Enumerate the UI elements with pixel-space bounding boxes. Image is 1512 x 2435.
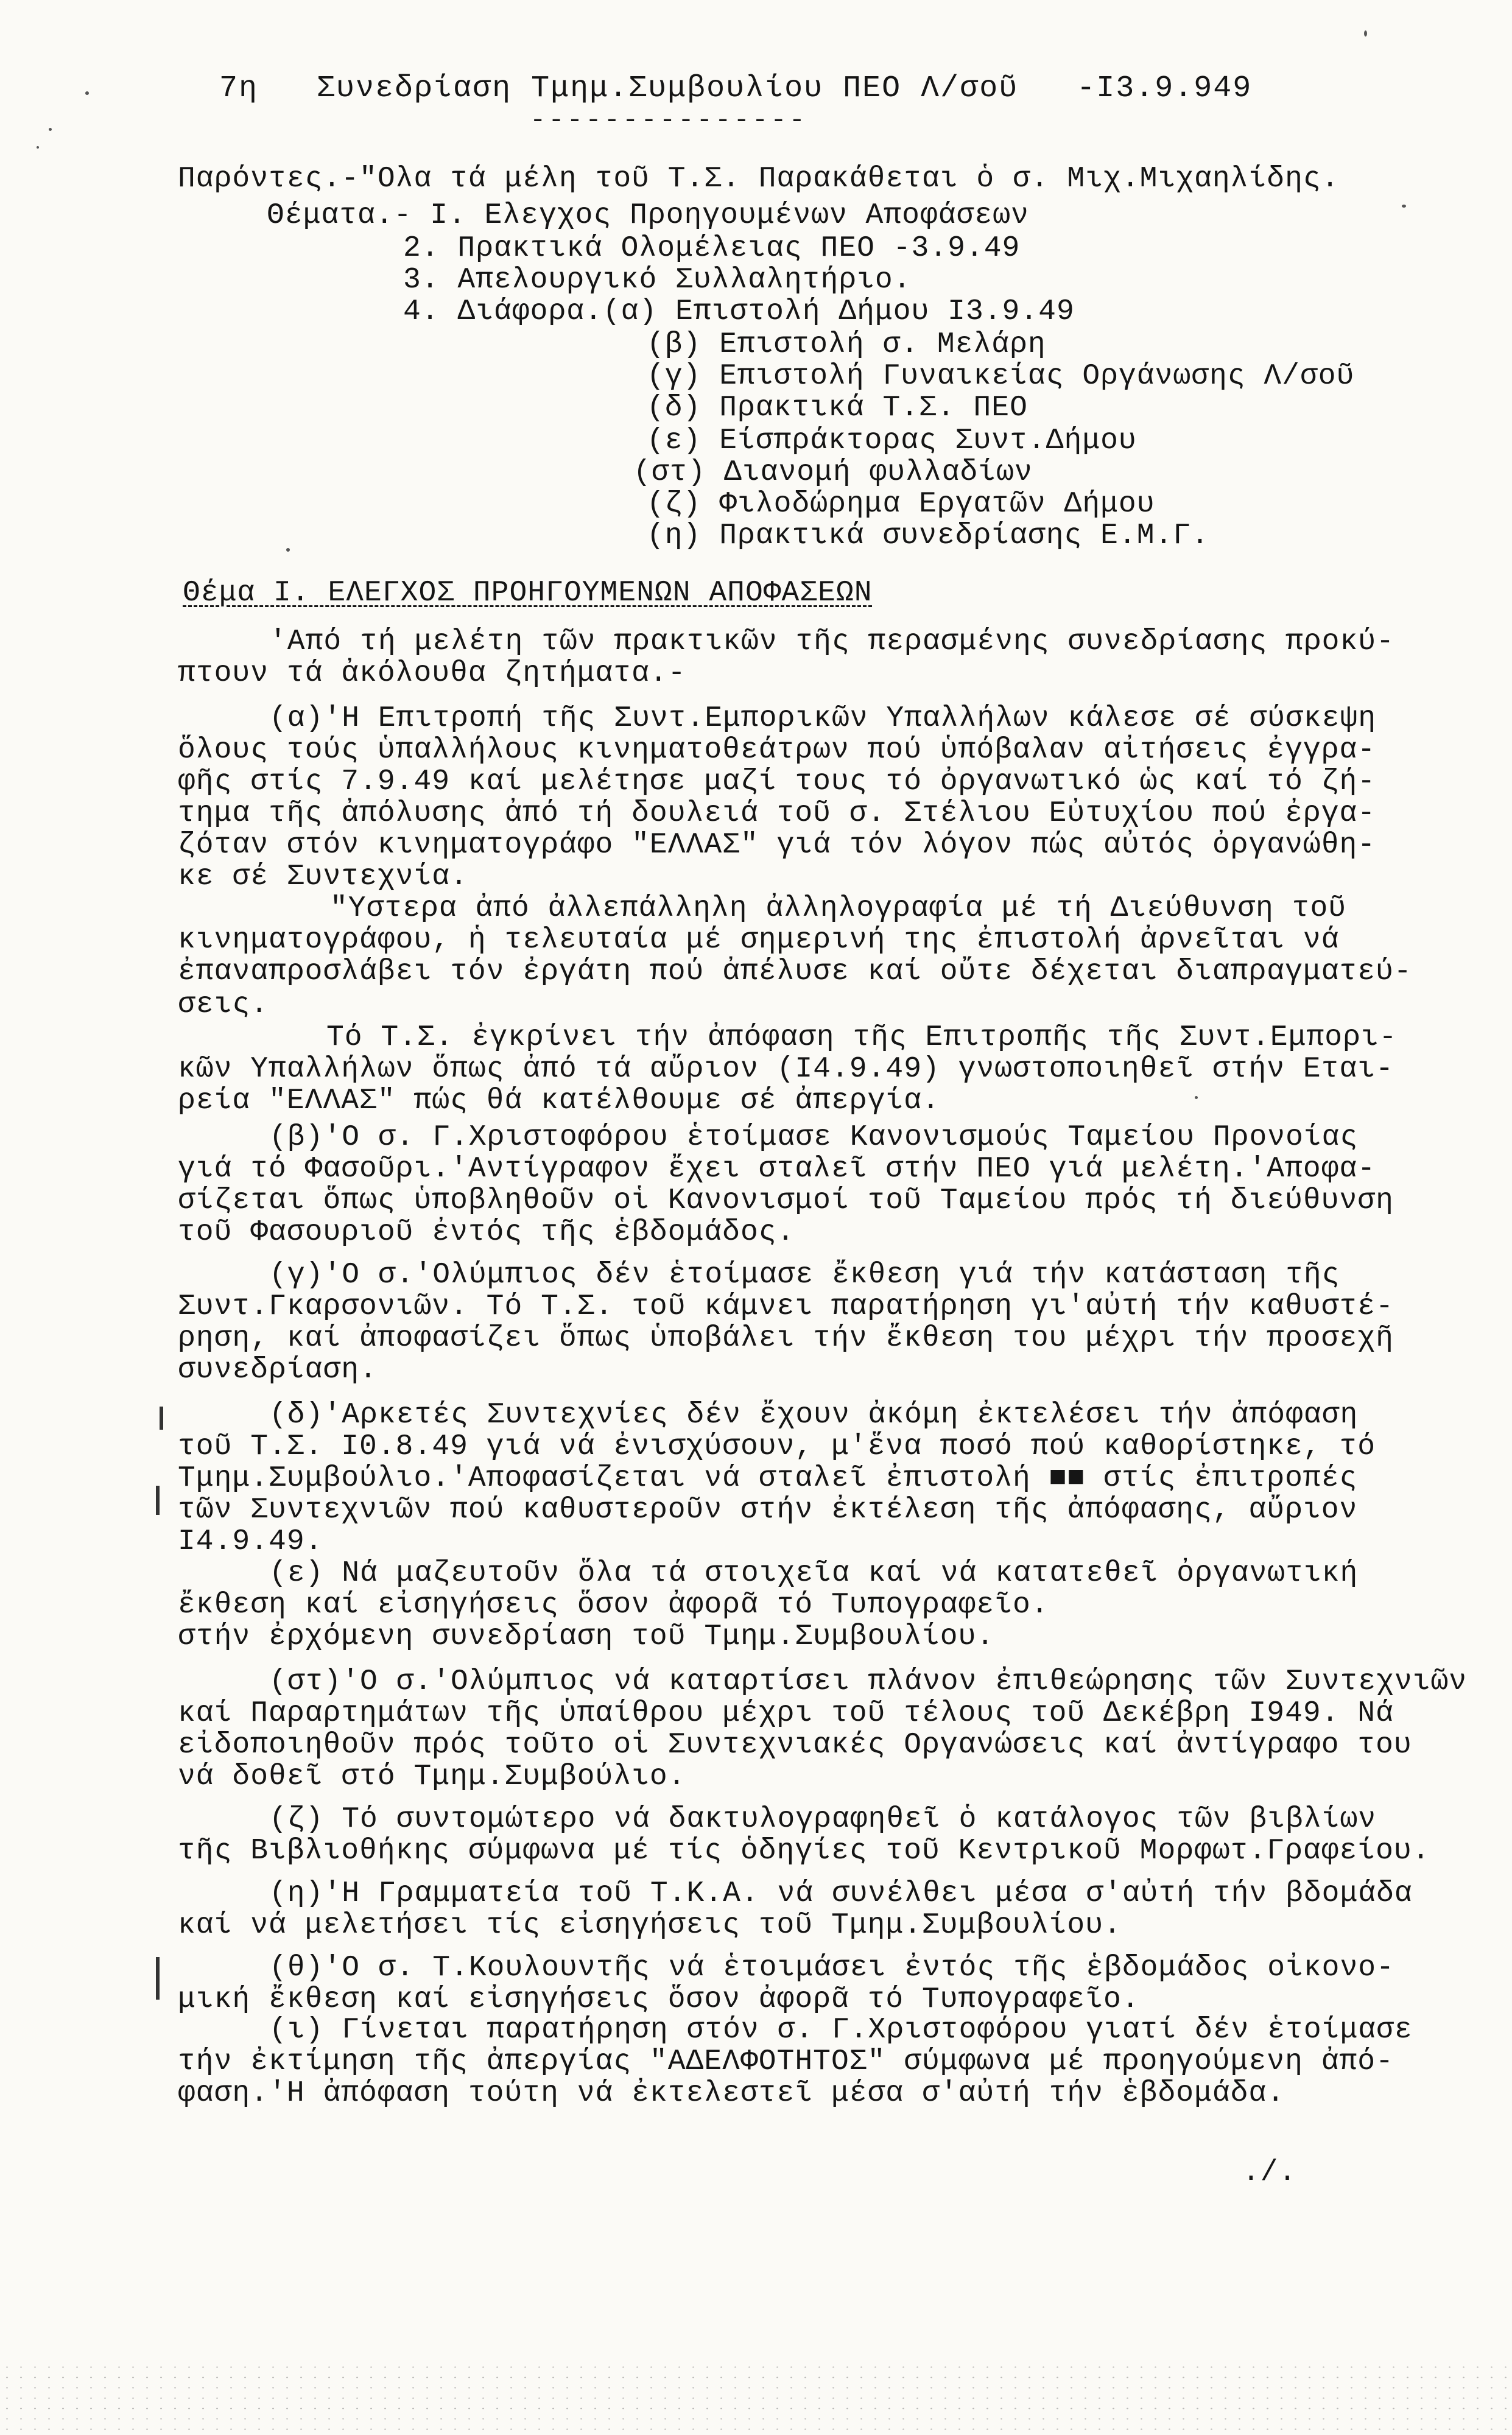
margin-mark (156, 1957, 160, 2000)
scan-speck (49, 128, 52, 131)
body-line: (ι) Γίνεται παρατήρηση στόν σ. Γ.Χριστοφόρου γιατί δέν ἑτοίμασε (269, 2014, 1413, 2047)
agenda-subitem-h: (η) Πρακτικά συνεδρίασης Ε.Μ.Γ. (647, 519, 1209, 552)
body-line: ἔκθεση καί εἰσηγήσεις ὅσον ἀφορᾶ τό Τυπογραφεῖο. (178, 1589, 1049, 1622)
scan-speck (1402, 205, 1406, 208)
body-line: συνεδρίαση. (178, 1354, 378, 1386)
agenda-subitem-st: (στ) Διανομή φυλλαδίων (633, 456, 1033, 489)
body-line: 'Από τή μελέτη τῶν πρακτικῶν τῆς περασμένης συνεδρίασης προκύ- (269, 625, 1394, 658)
attendees-line: Παρόντες.-"Ολα τά μέλη τοῦ Τ.Σ. Παρακάθεται ὁ σ. Μιχ.Μιχαηλίδης. (178, 163, 1340, 195)
body-line: τήν ἐκτίμηση τῆς ἀπεργίας "ΑΔΕΛΦΟΤΗΤΟΣ" σύμφωνα μέ προηγούμενη ἀπό- (178, 2045, 1394, 2078)
body-line: στήν ἐρχόμενη συνεδρίαση τοῦ Τμημ.Συμβουλίου. (178, 1620, 995, 1653)
scan-speck (37, 146, 39, 149)
body-line: (β)'Ο σ. Γ.Χριστοφόρου ἑτοίμασε Κανονισμούς Ταμείου Προνοίας (269, 1121, 1359, 1154)
agenda-subitem-g: (γ) Επιστολή Γυναικείας Οργάνωσης Λ/σοῦ (647, 360, 1355, 393)
body-line: φῆς στίς 7.9.49 καί μελέτησε μαζί τους τό ὀργανωτικό ὡς καί τό ζή- (178, 765, 1376, 798)
body-line: σεις. (178, 988, 269, 1021)
scan-speck (1195, 1096, 1198, 1099)
agenda-item-4: 4. Διάφορα.(α) Επιστολή Δήμου Ι3.9.49 (403, 295, 1075, 328)
body-line: τοῦ Φασουριοῦ ἐντός τῆς ἑβδομάδος. (178, 1216, 795, 1249)
agenda-subitem-z: (ζ) Φιλοδώρημα Εργατῶν Δήμου (647, 488, 1155, 521)
body-line: εἰδοποιηθοῦν πρός τοῦτο οἱ Συντεχνιακές Οργανώσεις καί ἀντίγραφο του (178, 1729, 1412, 1762)
body-line: Τμημ.Συμβούλιο.'Αποφασίζεται νά σταλεῖ ἐπιστολή ■■ στίς ἐπιτροπές (178, 1462, 1358, 1495)
body-line: τῶν Συντεχνιῶν πού καθυστεροῦν στήν ἐκτέλεση τῆς ἀπόφασης, αὔριον (178, 1494, 1358, 1527)
body-line: (η)'Η Γραμματεία τοῦ Τ.Κ.Α. νά συνέλθει μέσα σ'αὐτή τήν βδομάδα (269, 1877, 1413, 1910)
section-heading: Θέμα Ι. ΕΛΕΓΧΟΣ ΠΡΟΗΓΟΥΜΕΝΩΝ ΑΠΟΦΑΣΕΩΝ (183, 577, 873, 610)
body-line: κινηματογράφου, ἡ τελευταία μέ σημερινή της ἐπιστολή ἀρνεῖται νά (178, 924, 1340, 957)
body-line: γιά τό Φασοῦρι.'Αντίγραφον ἔχει σταλεῖ στήν ΠΕΟ γιά μελέτη.'Αποφα- (178, 1153, 1376, 1186)
body-line: (στ)'Ο σ.'Ολύμπιος νά καταρτίσει πλάνον ἐπιθεώρησης τῶν Συντεχνιῶν (269, 1665, 1468, 1698)
body-line: Συντ.Γκαρσονιῶν. Τό Τ.Σ. τοῦ κάμνει παρατήρηση γι'αὐτή τήν καθυστέ- (178, 1290, 1394, 1323)
body-line: τοῦ Τ.Σ. Ι0.8.49 γιά νά ἐνισχύσουν, μ'ἕνα ποσό πού καθορίστηκε, τό (178, 1430, 1376, 1463)
body-line: κῶν Υπαλλήλων ὅπως ἀπό τά αὔριον (Ι4.9.49) γνωστοποιηθεῖ στήν Εται- (178, 1053, 1394, 1086)
margin-mark (156, 1486, 160, 1515)
body-line: ὅλους τούς ὑπαλλήλους κινηματοθεάτρων πού ὑπόβαλαν αἰτήσεις ἐγγρα- (178, 734, 1376, 767)
body-line: (ζ) Τό συντομώτερο νά δακτυλογραφηθεῖ ὁ κατάλογος τῶν βιβλίων (269, 1803, 1377, 1836)
body-line: φαση.'Η ἀπόφαση τούτη νά ἐκτελεστεῖ μέσα σ'αὐτή τήν ἑβδομάδα. (178, 2077, 1285, 2110)
body-line: καί νά μελετήσει τίς εἰσηγήσεις τοῦ Τμημ.Συμβουλίου. (178, 1909, 1122, 1942)
scan-speck (85, 91, 89, 95)
agenda-heading: Θέματα.- Ι. Ελεγχος Προηγουμένων Αποφάσεων (267, 199, 1029, 232)
body-line: (ε) Νά μαζευτοῦν ὅλα τά στοιχεῖα καί νά κατατεθεῖ ὀργανωτική (269, 1557, 1359, 1590)
body-line: (α)'Η Επιτροπή τῆς Συντ.Εμπορικῶν Υπαλλήλων κάλεσε σέ σύσκεψη (269, 702, 1377, 735)
agenda-item-3: 3. Απελουργικό Συλλαλητήριο. (403, 264, 912, 297)
body-line: ρηση, καί ἀποφασίζει ὅπως ὑποβάλει τήν ἔκθεση του μέχρι τήν προσεχῆ (178, 1322, 1394, 1355)
scan-noise-strip (0, 2362, 1512, 2435)
closing-mark: ./. (1242, 2156, 1297, 2189)
scan-speck (286, 548, 290, 552)
body-line: σίζεται ὅπως ὑποβληθοῦν οἱ Κανονισμοί τοῦ Ταμείου πρός τή διεύθυνση (178, 1184, 1394, 1217)
header-rule: --------------- (530, 105, 808, 136)
body-line: (θ)'Ο σ. Τ.Κουλουντῆς νά ἑτοιμάσει ἐντός τῆς ἑβδομάδος οἰκονο- (269, 1952, 1394, 1984)
document-header: 7η Συνεδρίαση Τμημ.Συμβουλίου ΠΕΟ Λ/σοῦ -Ι3.9.949 (219, 71, 1253, 106)
body-line: Ι4.9.49. (178, 1525, 323, 1558)
agenda-subitem-d: (δ) Πρακτικά Τ.Σ. ΠΕΟ (647, 392, 1028, 424)
body-line: καί Παραρτημάτων τῆς ὑπαίθρου μέχρι τοῦ τέλους τοῦ Δεκέβρη Ι949. Νά (178, 1697, 1394, 1730)
body-line: πτουν τά ἀκόλουθα ζητήματα.- (178, 657, 686, 690)
body-line: νά δοθεῖ στό Τμημ.Συμβούλιο. (178, 1760, 686, 1793)
body-line: μική ἔκθεση καί εἰσηγήσεις ὅσον ἀφορᾶ τό Τυπογραφεῖο. (178, 1983, 1140, 2016)
body-line: τῆς Βιβλιοθήκης σύμφωνα μέ τίς ὁδηγίες τοῦ Κεντρικοῦ Μορφωτ.Γραφείου. (178, 1835, 1430, 1868)
margin-mark (160, 1407, 163, 1430)
agenda-item-2: 2. Πρακτικά Ολομέλειας ΠΕΟ -3.9.49 (403, 232, 1021, 265)
agenda-subitem-b: (β) Επιστολή σ. Μελάρη (647, 328, 1046, 361)
body-line: κε σέ Συντεχνία. (178, 860, 468, 893)
body-line: Τό Τ.Σ. ἐγκρίνει τήν ἀπόφαση τῆς Επιτροπῆς τῆς Συντ.Εμπορι- (326, 1021, 1398, 1054)
agenda-subitem-e: (ε) Είσπράκτορας Συντ.Δήμου (647, 424, 1137, 457)
scan-speck (1364, 30, 1367, 37)
body-line: "Υστερα ἀπό ἀλλεπάλληλη ἀλληλογραφία μέ τή Διεύθυνση τοῦ (330, 892, 1347, 925)
body-line: ρεία "ΕΛΛΑΣ" πώς θά κατέλθουμε σέ ἀπεργία. (178, 1084, 940, 1117)
body-line: ζόταν στόν κινηματογράφο "ΕΛΛΑΣ" γιά τόν λόγον πώς αὐτός ὀργανώθη- (178, 829, 1376, 862)
body-line: τημα τῆς ἀπόλυσης ἀπό τή δουλειά τοῦ σ. Στέλιου Εὐτυχίου πού ἐργα- (178, 797, 1376, 830)
body-line: (γ)'Ο σ.'Ολύμπιος δέν ἑτοίμασε ἔκθεση γιά τήν κατάσταση τῆς (269, 1259, 1340, 1291)
body-line: ἐπαναπροσλάβει τόν ἐργάτη πού ἀπέλυσε καί οὔτε δέχεται διαπραγματεύ- (178, 955, 1412, 988)
body-line: (δ)'Αρκετές Συντεχνίες δέν ἔχουν ἀκόμη ἐκτελέσει τήν ἀπόφαση (269, 1399, 1359, 1432)
